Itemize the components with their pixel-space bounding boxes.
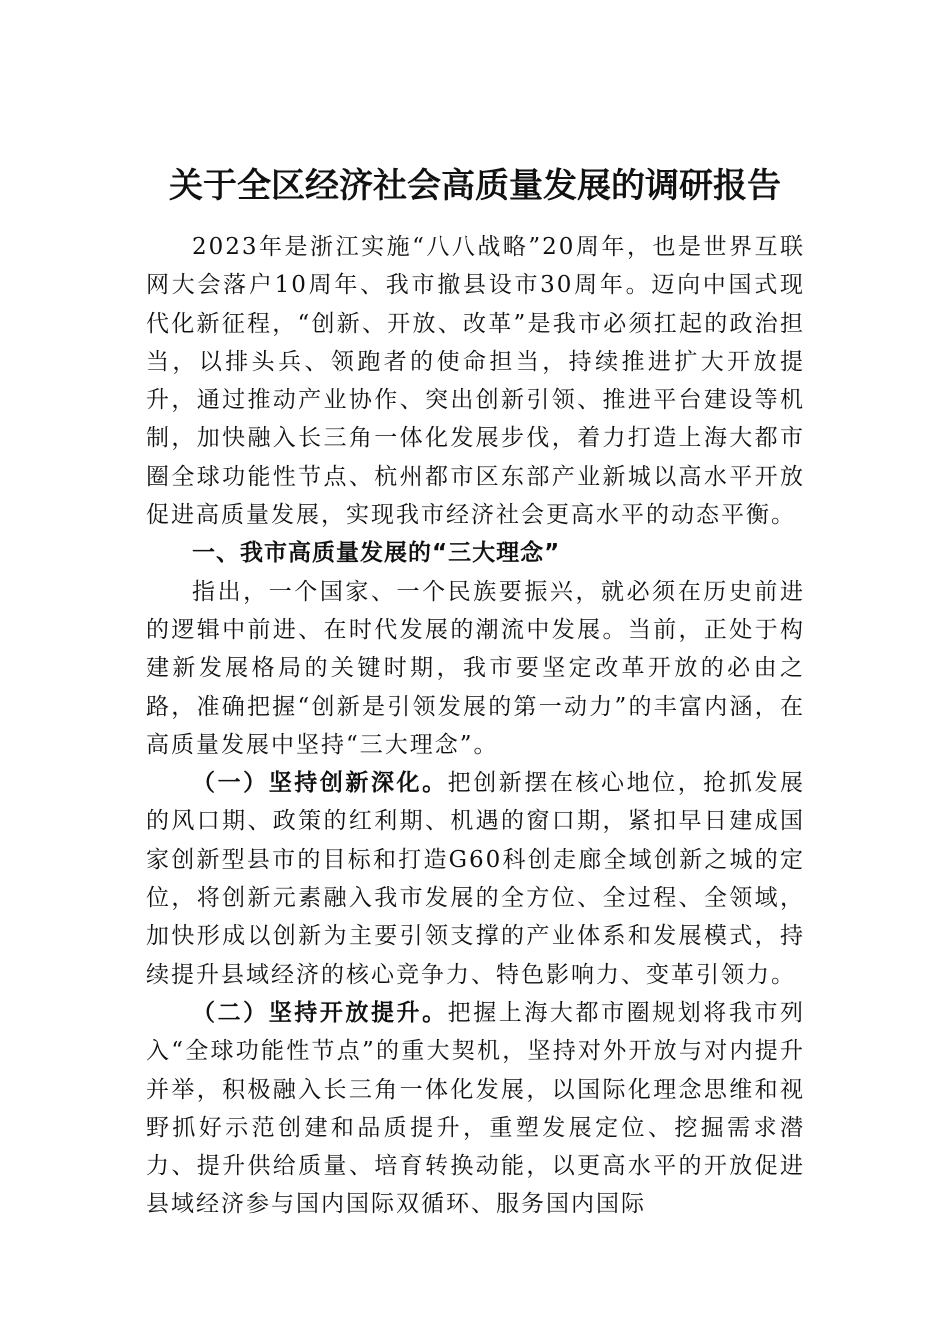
- paragraph-text: 把握上海大都市圈规划将我市列入“全球功能性节点”的重大契机，坚持对外开放与对内提升并举，积极融入长三角一体化发展，以国际化理念思维和视野抓好示范创建和品质提升，重塑发展定位、挖掘需求潜力、提升供给质量、培育转换动能，以更高水平的开放促进县域经济参与国内国际双循环、服务国内国际: [146, 999, 806, 1218]
- paragraph-opening: [146, 994, 805, 1224]
- section-heading: [146, 534, 805, 572]
- paragraph-lead: （二）坚持开放提升。: [192, 998, 448, 1026]
- paragraph-text: 把创新摆在核心地位，抢抓发展的风口期、政策的红利期、机遇的窗口期，紧扣早日建成国家创新型县市的目标和打造G60科创走廊全域创新之城的定位，将创新元素融入我市发展的全方位、全过程、全领域，加快形成以创新为主要引领支撑的产业体系和发展模式，持续提升县域经济的核心竞争力、特色影响力、变革引领力。: [146, 770, 806, 988]
- paragraph-section-intro: [146, 573, 805, 764]
- document-body: [146, 228, 805, 1224]
- paragraph-text: 指出，一个国家、一个民族要振兴，就必须在历史前进的逻辑中前进、在时代发展的潮流中发展。当前，正处于构建新发展格局的关键时期，我市要坚定改革开放的必由之路，准确把握“创新是引领发展的第一动力”的丰富内涵，在高质量发展中坚持“三大理念”。: [146, 578, 805, 758]
- section-heading-text: 一、我市高质量发展的“三大理念”: [192, 540, 561, 567]
- paragraph-lead: （一）坚持创新深化。: [192, 769, 448, 797]
- document-title: 关于全区经济社会高质量发展的调研报告: [169, 166, 781, 206]
- paragraph-intro: [146, 228, 805, 534]
- paragraph-text: 2023年是浙江实施“八八战略”20周年，也是世界互联网大会落户10周年、我市撤县设市30周年。迈向中国式现代化新征程，“创新、开放、改革”是我市必须扛起的政治担当，以排头兵、领跑者的使命担当，持续推进扩大开放提升，通过推动产业协作、突出创新引领、推进平台建设等机制，加快融入长三角一体化发展步伐，着力打造上海大都市圈全球功能性节点、杭州都市区东部产业新城以高水平开放促进高质量发展，实现我市经济社会更高水平的动态平衡。: [146, 234, 805, 529]
- paragraph-innovation: [146, 764, 805, 994]
